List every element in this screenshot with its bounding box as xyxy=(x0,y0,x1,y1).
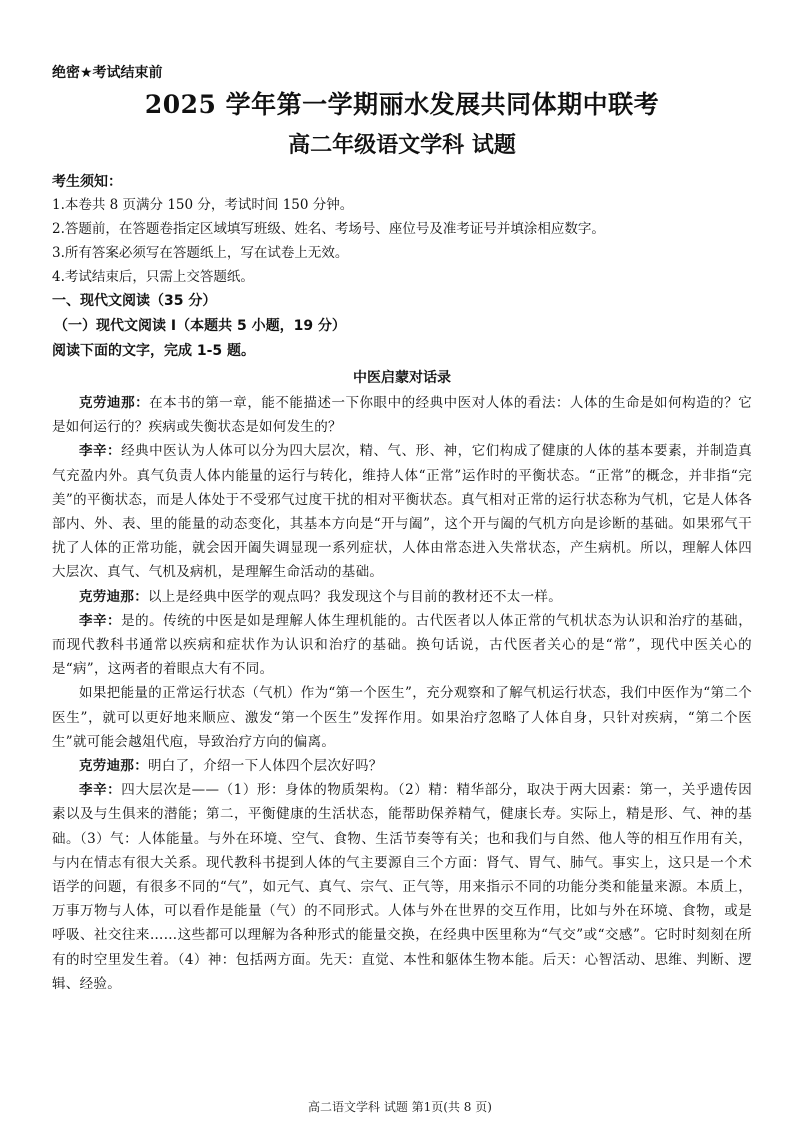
dialogue-paragraph xyxy=(52,585,752,609)
speaker-name: 李辛： xyxy=(79,782,122,799)
paragraph-text: 如果把能量的正常运行状态（气机）作为“第一个医生”，充分观察和了解气机运行状态，我们中医作为“第二个医生”，就可以更好地来顺应、激发“第一个医生”发挥作用。如果治疗忽略了人体自身，只针对疾病，“第二个医生”就可能会越俎代庖，导致治疗方向的偏离。 xyxy=(52,685,752,750)
dialogue-paragraph xyxy=(52,681,752,754)
reading-instruction: 阅读下面的文字，完成 1-5 题。 xyxy=(52,343,256,359)
article-body xyxy=(52,391,752,996)
paragraph-text: 以上是经典中医学的观点吗？我发现这个与目前的教材还不太一样。 xyxy=(148,588,562,605)
section-heading: 一、现代文阅读（35 分） xyxy=(52,293,217,309)
notice-heading: 考生须知： xyxy=(52,174,122,190)
notice-item-2: 2.答题前，在答题卷指定区域填写班级、姓名、考场号、座位号及准考证号并填涂相应数字。 xyxy=(52,221,605,237)
dialogue-paragraph xyxy=(52,754,752,778)
speaker-name: 李辛： xyxy=(79,612,122,629)
subsection-heading: （一）现代文阅读 I（本题共 5 小题，19 分） xyxy=(54,318,346,334)
paragraph-text: 四大层次是——（1）形：身体的物质架构。（2）精：精华部分，取决于两大因素：第一，关乎遗传因素以及与生俱来的潜能；第二，平衡健康的生活状态，能帮助保养精气，健康长寿。实际上，精是形、气、神的基础。（3）气：人体能量。与外在环境、空气、食物、生活节奏等有关；也和我们与自然、他人等的相互作用有关，与内在情志有很大关系。现代教科书提到人体的气主要源自三个方面：肾气、胃气、肺气。事实上，这只是一个术语学的问题，有很多不同的“气”，如元气、真气、宗气、正气等，用来指示不同的功能分类和能量来源。本质上，万事万物与人体，可以看作是能量（气）的不同形式。人体与外在世界的交互作用，比如与外在环境、食物，或是呼吸、社交往来……这些都可以理解为各种形式的能量交换，在经典中医里称为“气交”或“交感”。它时时刻刻在所有的时空里发生着。（4）神：包括两方面。先天：直觉、本性和躯体生物本能。后天：心智活动、思维、判断、逻辑、经验。 xyxy=(52,782,752,992)
paragraph-text: 明白了，介绍一下人体四个层次好吗？ xyxy=(148,758,383,775)
exam-subtitle: 高二年级语文学科 试题 xyxy=(288,132,516,158)
notice-item-4: 4.考试结束后，只需上交答题纸。 xyxy=(52,269,254,285)
dialogue-paragraph xyxy=(52,439,752,584)
notice-block xyxy=(52,172,752,289)
notice-item-1: 1.本卷共 8 页满分 150 分，考试时间 150 分钟。 xyxy=(52,197,354,213)
dialogue-paragraph xyxy=(52,778,752,996)
dialogue-paragraph xyxy=(52,391,752,439)
dialogue-paragraph xyxy=(52,609,752,682)
speaker-name: 李辛： xyxy=(79,443,122,460)
article-title: 中医启蒙对话录 xyxy=(353,370,451,386)
paragraph-text: 是的。传统的中医是如是理解人体生理机能的。古代医者以人体正常的气机状态为认识和治疗的基础，而现代教科书通常以疾病和症状作为认识和治疗的基础。换句话说，古代医者关心的是“常”，现代中医关心的是“病”，这两者的着眼点大有不同。 xyxy=(52,612,752,678)
notice-item-3: 3.所有答案必须写在答题纸上，写在试卷上无效。 xyxy=(52,245,349,261)
speaker-name: 克劳迪那： xyxy=(79,758,148,775)
speaker-name: 克劳迪那： xyxy=(79,395,150,411)
secret-label: 绝密★考试结束前 xyxy=(52,65,163,81)
paragraph-text: 经典中医认为人体可以分为四大层次，精、气、形、神，它们构成了健康的人体的基本要素，并制造真气充盈内外。真气负责人体内能量的运行与转化，维持人体“正常”运作时的平衡状态。“正常”的概念，并非指“完美”的平衡状态，而是人体处于不受邪气过度干扰的相对平衡状态。真气相对正常的运行状态称为气机，它是人体各部内、外、表、里的能量的动态变化，其基本方向是“开与阖”，这个开与阖的气机方向是诊断的基础。如果邪气干扰了人体的正常功能，就会因开阖失调显现一系列症状，人体由常态进入失常状态，产生病机。所以，理解人体四大层次、真气、气机及病机，是理解生命活动的基础。 xyxy=(52,443,752,581)
speaker-name: 克劳迪那： xyxy=(79,588,148,605)
exam-title: 2025 学年第一学期丽水发展共同体期中联考 xyxy=(144,90,660,119)
exam-page xyxy=(52,62,752,996)
page-footer: 高二语文学科 试题 第1页(共 8 页) xyxy=(308,1100,492,1114)
paragraph-text: 在本书的第一章，能不能描述一下你眼中的经典中医对人体的看法：人体的生命是如何构造的？它是如何运行的？疾病或失衡状态是如何发生的？ xyxy=(52,395,753,436)
